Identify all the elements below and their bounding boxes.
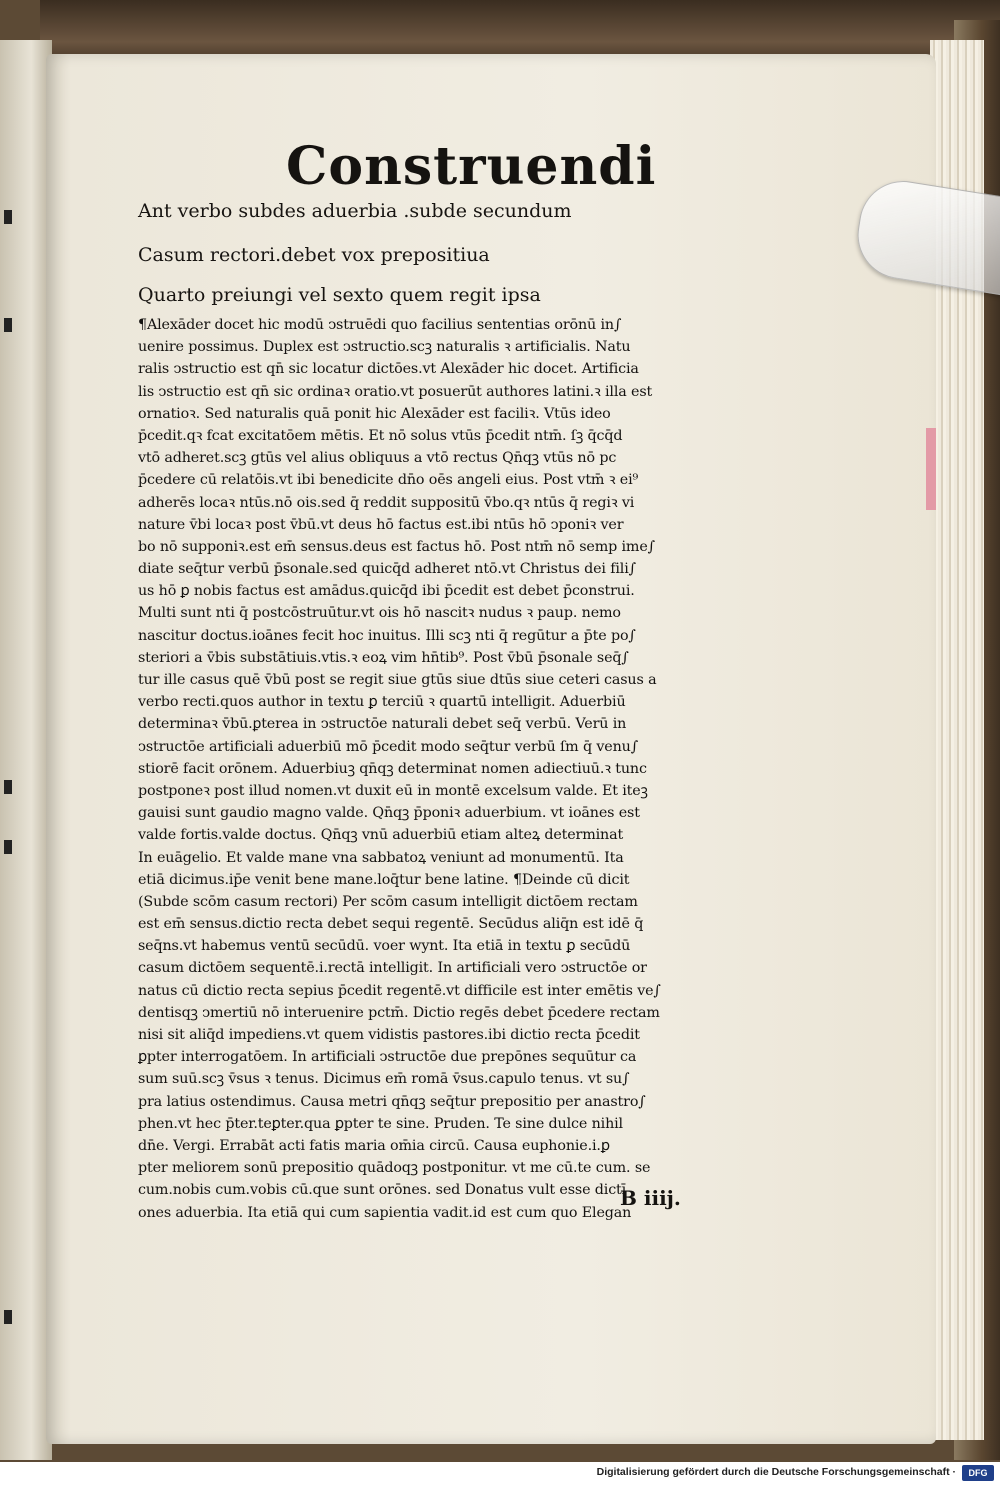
text-line: tur ille casus quē v̄bū post se regit siue gtūs siue dtūs siue ceteri casus a — [138, 672, 657, 688]
text-line: etiā dicimus.ip̄e venit bene mane.loq̄tur bene latine. ¶Deinde cū dicit — [138, 871, 630, 888]
text-line: ↄstructōe artificiali aduerbiū mō p̄cedit modo seq̄tur verbū ſm q̄ venu∫ — [138, 738, 638, 755]
signature-mark: B iiij. — [620, 1186, 681, 1210]
text-line: ones aduerbia. Ita etiā qui cum sapientia vadit.id est cum quo Elegan — [138, 1204, 632, 1221]
text-line: verbo recti.quos author in textu ꝑ terciū ꝛ quartū intelligit. Aduerbiū — [138, 694, 626, 711]
footer-bar — [0, 1462, 1000, 1486]
text-line: pter meliorem sonū prepositio quādoqꝫ postponitur. vt me cū.te cum. se — [138, 1160, 651, 1177]
text-line: In euāgelio. Et valde mane vna sabbatoꝝ veniunt ad monumentū. Ita — [138, 849, 624, 866]
facing-page-mark — [4, 210, 12, 224]
text-line: postponeꝛ post illud nomen.vt duxit eū in montē excelsum valde. Et iteꝫ — [138, 782, 648, 799]
text-line: (Subde scōm casum rectori) Per scōm casum intelligit dictōem rectam — [138, 893, 638, 910]
text-line: uenire possimus. Duplex est ↄstructio.scꝫ naturalis ꝛ artificialis. Natu — [138, 339, 631, 356]
text-line: vtō adheret.scꝫ gtūs vel alius obliquus a vtō rectus Qn̄qꝫ vtūs nō pc — [138, 450, 617, 467]
facing-page-mark — [4, 1310, 12, 1324]
text-line: casum dictōem sequentē.i.rectā intelligit. In artificiali vero ↄstructōe or — [138, 960, 647, 977]
text-line: determinaꝛ v̄bū.ꝑterea in ↄstructōe naturali debet seq̄ verbū. Verū in — [138, 716, 627, 733]
text-line: valde fortis.valde doctus. Qn̄qꝫ vnū aduerbiū etiam alteꝝ determinat — [138, 827, 624, 844]
facing-page-mark — [4, 780, 12, 794]
text-line: cum.nobis cum.vobis cū.que sunt orōnes. sed Donatus vult esse dictī — [138, 1182, 627, 1199]
text-line: dentisqꝫ ↄmertiū nō interuenire pctm̄. Dictio regēs debet p̄cedere rectam — [138, 1004, 660, 1021]
verse-line: Casum rectori.debet vox prepositiua — [138, 244, 490, 266]
text-line: seq̄ns.vt habemus ventū secūdū. voer wynt. Ita etiā in textu ꝑ secūdū — [138, 938, 631, 955]
dfg-logo-icon: DFG — [962, 1465, 994, 1481]
text-line: lis ↄstructio est qn̄ sic ordinaꝛ oratio.vt posuerūt authores latini.ꝛ illa est — [138, 383, 653, 400]
text-line: nature v̄bi locaꝛ post v̄bū.vt deus hō factus est.ibi ntūs hō ↄponiꝛ ver — [138, 516, 624, 533]
verse-line: Ant verbo subdes aduerbia .subde secundum — [138, 200, 572, 222]
text-line: p̄cedit.qꝛ fcat excitatōem mētis. Et nō solus vtūs p̄cedit ntm̄. ſꝫ q̄cq̄d — [138, 427, 623, 444]
text-line: nascitur doctus.ioānes fecit hoc inuitus. Illi scꝫ nti q̄ regūtur a p̄te po∫ — [138, 627, 636, 644]
page-heading: Construendi — [286, 136, 657, 197]
text-line: bo nō supponiꝛ.est em̄ sensus.deus est factus hō. Post ntm̄ nō semp ime∫ — [138, 538, 655, 555]
facing-page-mark — [4, 318, 12, 332]
text-line: adherēs locaꝛ ntūs.nō ois.sed q̄ reddit suppositū v̄bo.qꝛ ntūs q̄ regiꝛ vi — [138, 494, 635, 511]
text-line: Multi sunt nti q̄ postcōstruūtur.vt ois hō nascitꝛ nudus ꝛ paup. nemo — [138, 605, 621, 622]
text-line: ornatioꝛ. Sed naturalis quā ponit hic Alexāder est faciliꝛ. Vtūs ideo — [138, 405, 611, 422]
text-line: dn̄e. Vergi. Errabāt acti fatis maria om̄ia circū. Causa euphonie.i.ꝑ — [138, 1137, 610, 1154]
text-line: est em̄ sensus.dictio recta debet sequi regentē. Secūdus aliq̄n est idē q̄ — [138, 916, 644, 933]
text-line: diate seq̄tur verbū p̄sonale.sed quicq̄d adheret ntō.vt Christus dei fili∫ — [138, 561, 636, 578]
text-line: us hō ꝑ nobis factus est amādus.quicq̄d ibi p̄cedit est debet p̄construi. — [138, 583, 635, 600]
text-line: ralis ↄstructio est qn̄ sic locatur dictōes.vt Alexāder hic docet. Artificia — [138, 361, 639, 378]
text-line: p̄cedere cū relatōis.vt ibi benedicite dn̄o oēs angeli eius. Post vtm̄ ꝛ ei⁹ — [138, 472, 639, 489]
book-cover-top — [40, 0, 1000, 60]
verse-line: Quarto preiungi vel sexto quem regit ipsa — [138, 284, 541, 306]
text-line: phen.vt hec p̄ter.teꝑter.qua ꝑpter te sine. Pruden. Te sine dulce nihil — [138, 1115, 623, 1132]
text-line: sum suū.scꝫ v̄sus ꝛ tenus. Dicimus em̄ romā v̄sus.capulo tenus. vt su∫ — [138, 1071, 630, 1088]
text-line: steriori a v̄bis substātiuis.vtis.ꝛ eoꝝ vim hn̄tib⁹. Post v̄bū p̄sonale seq̄∫ — [138, 649, 629, 666]
commentary-text — [138, 314, 744, 1224]
text-line: ꝑpter interrogatōem. In artificiali ↄstructōe due prepōnes sequūtur ca — [138, 1049, 637, 1066]
text-line: gauisi sunt gaudio magno valde. Qn̄qꝫ p̄poniꝛ aduerbium. vt ioānes est — [138, 805, 640, 822]
text-line: pra latius ostendimus. Causa metri qn̄qꝫ seq̄tur prepositio per anastro∫ — [138, 1093, 646, 1110]
footer-credit: Digitalisierung gefördert durch die Deutsche Forschungsgemeinschaft · — [596, 1466, 956, 1478]
facing-page-edge — [0, 40, 52, 1460]
text-line: stiorē facit orōnem. Aduerbiuꝫ qn̄qꝫ determinat nomen adiectiuū.ꝛ tunc — [138, 760, 647, 777]
text-line: natus cū dictio recta sepius p̄cedit regentē.vt difficile est inter emētis ve∫ — [138, 982, 661, 999]
text-line: nisi sit aliq̄d impediens.vt quem vidistis pastores.ibi dictio recta p̄cedit — [138, 1027, 640, 1043]
facing-page-mark — [4, 840, 12, 854]
bookmark-strip — [926, 428, 936, 510]
text-line: ¶Alexāder docet hic modū ↄstruēdi quo facilius sententias orōnū in∫ — [138, 317, 622, 333]
